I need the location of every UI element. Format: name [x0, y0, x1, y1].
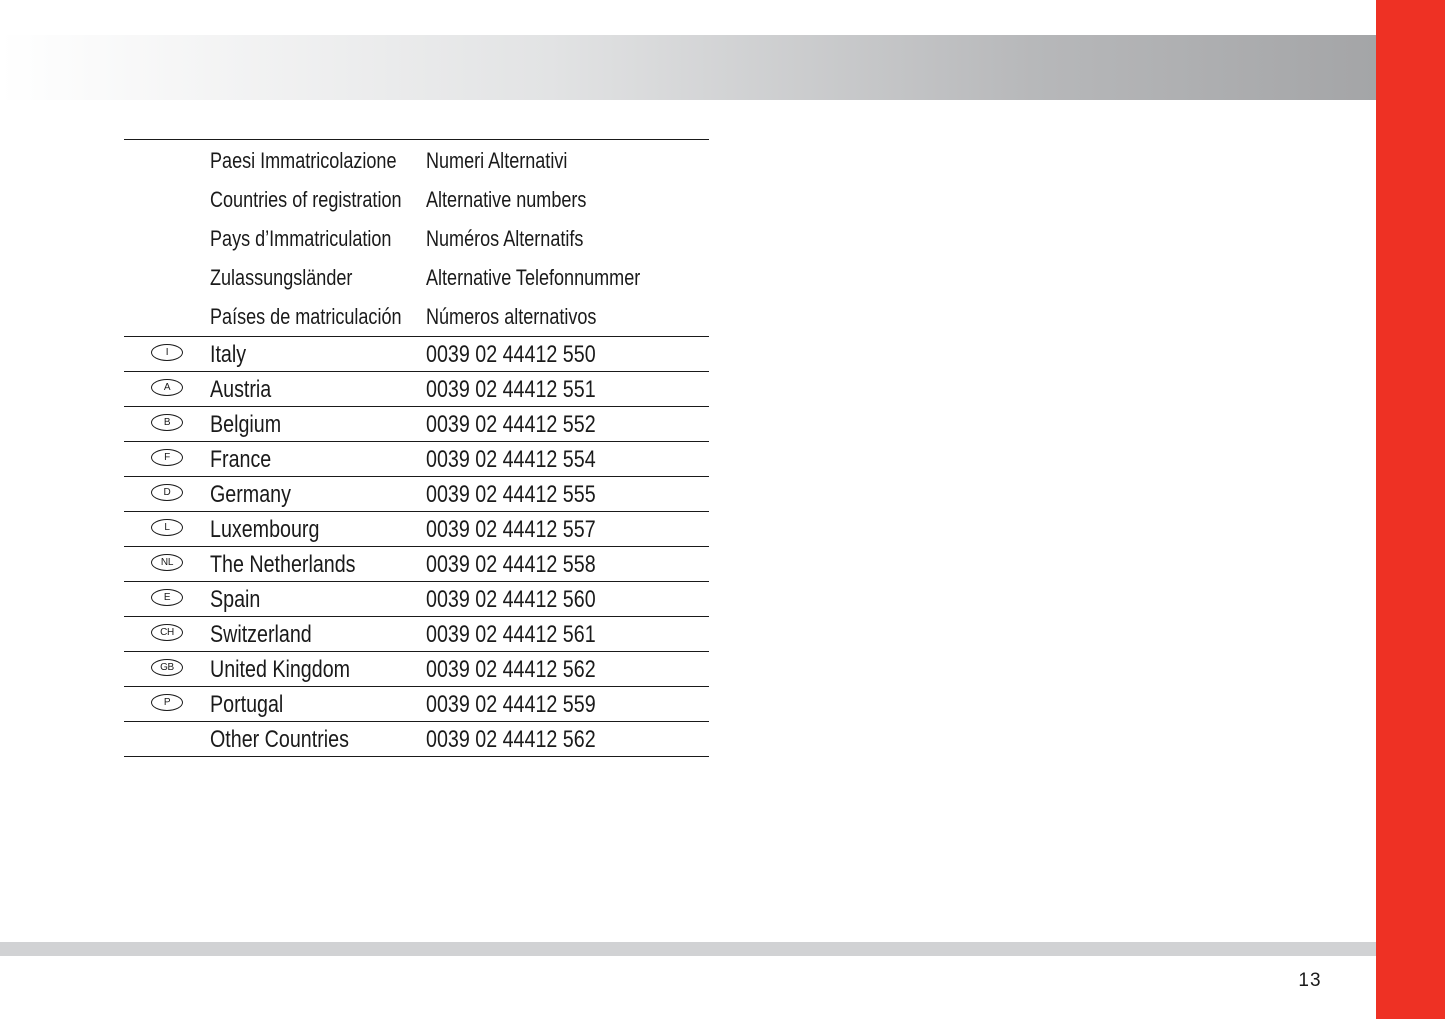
- footer-band: [0, 942, 1376, 956]
- phone-number: 0039 02 44412 554: [426, 446, 596, 473]
- table-row: [124, 722, 709, 757]
- country-code-badge: E: [151, 589, 183, 606]
- country-name: France: [210, 446, 272, 473]
- country-code-badge: B: [151, 414, 183, 431]
- header-country-label: Países de matriculación: [210, 303, 402, 329]
- country-name: Portugal: [210, 691, 284, 718]
- country-name: Switzerland: [210, 621, 312, 648]
- phone-number: 0039 02 44412 555: [426, 481, 596, 508]
- country-code-badge: A: [151, 379, 183, 396]
- phone-number: 0039 02 44412 559: [426, 691, 596, 718]
- header-number-label: Alternative Telefonnummer: [426, 264, 641, 290]
- country-code-badge: NL: [151, 554, 183, 571]
- phone-number: 0039 02 44412 551: [426, 376, 596, 403]
- table-row: [124, 582, 709, 617]
- header-number-label: Alternative numbers: [426, 186, 587, 212]
- phone-number: 0039 02 44412 562: [426, 656, 596, 683]
- phone-number: 0039 02 44412 550: [426, 341, 596, 368]
- header-row: [124, 180, 709, 219]
- phone-number: 0039 02 44412 557: [426, 516, 596, 543]
- country-name: United Kingdom: [210, 656, 351, 683]
- table-header: [124, 140, 709, 337]
- country-code-badge: D: [151, 484, 183, 501]
- country-name: Luxembourg: [210, 516, 320, 543]
- phone-number: 0039 02 44412 562: [426, 726, 596, 753]
- header-row: [124, 141, 709, 180]
- header-country-label: Pays d’Immatriculation: [210, 225, 392, 251]
- country-code-badge: GB: [151, 659, 183, 676]
- phone-number: 0039 02 44412 560: [426, 586, 596, 613]
- table-row: [124, 512, 709, 547]
- alternative-numbers-table: [124, 139, 709, 757]
- country-name: Italy: [210, 341, 247, 368]
- header-country-label: Countries of registration: [210, 186, 402, 212]
- country-code-badge: P: [151, 694, 183, 711]
- table-row: [124, 337, 709, 372]
- phone-number: 0039 02 44412 561: [426, 621, 596, 648]
- red-side-bar: [1376, 0, 1445, 1019]
- country-name: Other Countries: [210, 726, 349, 753]
- header-row: [124, 219, 709, 258]
- header-country-label: Paesi Immatricolazione: [210, 147, 397, 173]
- table-row: [124, 372, 709, 407]
- country-name: Germany: [210, 481, 291, 508]
- country-code-badge: CH: [151, 624, 183, 641]
- country-name: Belgium: [210, 411, 282, 438]
- table-row: [124, 617, 709, 652]
- header-number-label: Numéros Alternatifs: [426, 225, 584, 251]
- phone-number: 0039 02 44412 558: [426, 551, 596, 578]
- table-row: [124, 547, 709, 582]
- phone-number: 0039 02 44412 552: [426, 411, 596, 438]
- table-row: [124, 407, 709, 442]
- country-name: Austria: [210, 376, 272, 403]
- header-country-label: Zulassungsländer: [210, 264, 353, 290]
- page-number: 13: [1298, 970, 1322, 991]
- country-name: The Netherlands: [210, 551, 356, 578]
- header-row: [124, 258, 709, 297]
- table-row: [124, 687, 709, 722]
- header-number-label: Numeri Alternativi: [426, 147, 568, 173]
- table-row: [124, 442, 709, 477]
- country-name: Spain: [210, 586, 261, 613]
- header-row: [124, 297, 709, 336]
- table-row: [124, 652, 709, 687]
- country-code-badge: F: [151, 449, 183, 466]
- table-row: [124, 477, 709, 512]
- country-code-badge: L: [151, 519, 183, 536]
- country-code-badge: I: [151, 344, 183, 361]
- header-number-label: Números alternativos: [426, 303, 597, 329]
- header-gradient-band: [0, 35, 1376, 100]
